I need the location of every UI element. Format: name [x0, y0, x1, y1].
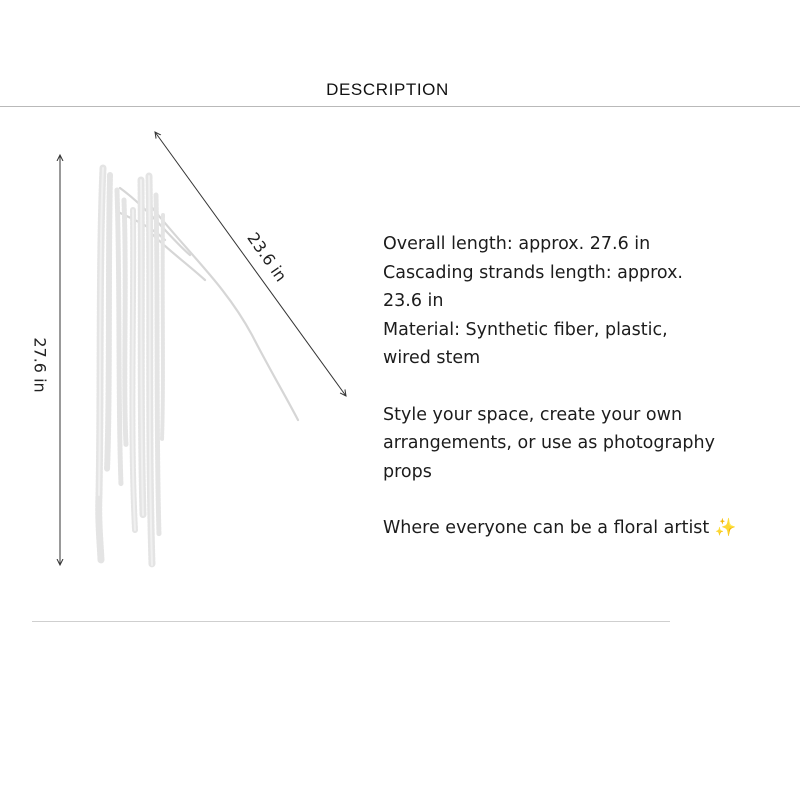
style-text-line-2: arrangements, or use as photography [383, 433, 715, 453]
spec-strand-length-value: 23.6 in [383, 291, 444, 311]
tagline-text: Where everyone can be a floral artist [383, 518, 710, 538]
strand-dimension-line [155, 132, 346, 396]
spec-material-continued: wired stem [383, 348, 481, 368]
spec-material: Material: Synthetic fiber, plastic, [383, 319, 668, 340]
divider-top [0, 106, 800, 107]
sparkles-icon: ✨ [714, 518, 737, 538]
product-illustration [0, 110, 360, 610]
style-text-line-1: Style your space, create your own [383, 404, 683, 425]
tagline [383, 514, 793, 543]
style-text-line-3: props [383, 461, 432, 482]
divider-bottom [32, 621, 670, 622]
strand-length-dimension-label: 23.6 in [243, 228, 291, 286]
stem-group [118, 188, 298, 420]
height-dimension-label: 27.6 in [30, 337, 50, 393]
section-title: DESCRIPTION [326, 80, 449, 99]
cascading-strands [99, 168, 163, 565]
spec-strand-length: Cascading strands length: approx. [383, 262, 683, 283]
spec-overall-length: Overall length: approx. 27.6 in [383, 234, 651, 254]
description-block [383, 230, 793, 543]
